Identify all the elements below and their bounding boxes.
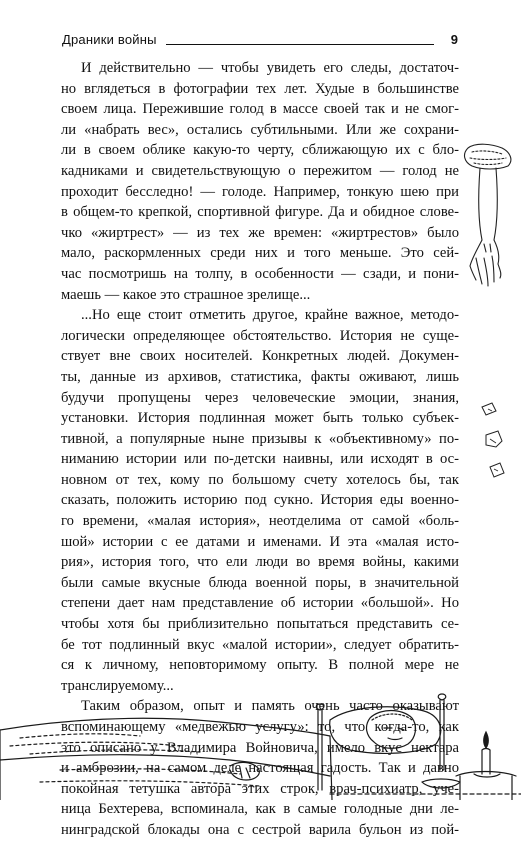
text-line: были самые вкусные блюда военной поры, в значительной bbox=[61, 574, 459, 591]
text-line: мало, раскормленных среди них и того меньше. Это сей- bbox=[61, 245, 459, 262]
text-line: новном от тех, кому по большому счету хотелось бы, так bbox=[61, 471, 459, 488]
text-line: вспоминающему «медвежью услугу»: то, что когда-то, как bbox=[61, 719, 459, 735]
text-line: маешь — какое это страшное зрелище... bbox=[61, 286, 311, 303]
running-title: Драники войны bbox=[62, 32, 157, 47]
header-rule bbox=[166, 44, 434, 45]
text-line: ты, данные из архивов, статистика, факты оживают, лишь bbox=[61, 368, 459, 385]
bed-scene-illustration bbox=[0, 690, 521, 800]
page-number: 9 bbox=[450, 32, 458, 47]
text-line: ся к личному, неповторимому опыту. В полной мере не bbox=[61, 657, 459, 674]
hanging-arm-illustration bbox=[458, 140, 520, 290]
text-line: но вглядеться в фотографии тех лет. Худые в большинстве bbox=[61, 80, 459, 97]
text-line: чтобы хотя бы приблизительно попытаться представить се- bbox=[61, 616, 459, 633]
text-line: Таким образом, опыт и память очень часто оказывают bbox=[81, 698, 459, 715]
text-line: степени дает нам представление об истории «большой». Но bbox=[61, 595, 459, 612]
text-line: ниманию истории или по-детски наивны, или исходят в ос- bbox=[61, 451, 459, 468]
text-line: тивной, а популярные ныне призывы к «объективному» по- bbox=[61, 430, 459, 447]
text-line: И действительно — чтобы увидеть его следы, достаточ- bbox=[81, 60, 459, 76]
text-line: ли в своем облике какую-то черту, сближающую их с бло- bbox=[61, 142, 459, 159]
text-line: и амброзии, на самом деле настоящая гадость. Так и давно bbox=[61, 760, 459, 777]
text-line: кадниками и свидетельствующую о пережитом — голод не bbox=[61, 162, 459, 179]
text-line: транслируемому... bbox=[61, 677, 174, 694]
text-line: бе тот подлинный вкус «малой истории», следует обратить- bbox=[61, 636, 459, 653]
text-line: го времени, «малая история», неотделима от самой «боль- bbox=[61, 513, 459, 530]
text-line: сказать, положить историю под сукно. История еды военно- bbox=[61, 492, 459, 509]
text-line: установки. История подлинная может быть только субъек- bbox=[61, 410, 459, 427]
text-line: рия», история того, что ели люди во время войны, какими bbox=[61, 554, 459, 571]
falling-crumbs-illustration bbox=[470, 395, 520, 495]
text-line: покойная тетушка автора этих строк, врач-психиатр, уче- bbox=[61, 780, 459, 797]
text-line: проходит бесследно! — голоде. Например, тонкую шею при bbox=[61, 183, 459, 200]
text-line: будучи пропущены через человеческие эмоции, знания, bbox=[61, 389, 459, 406]
text-line: в общем-то крепкой, спортивной фигуре. Да и обидное слове- bbox=[61, 204, 459, 221]
text-line: это описано у Владимира Войновича, имело вкус нектара bbox=[61, 739, 459, 756]
text-line: своем лица. Пережившие голод в массе своей так и не смог- bbox=[61, 101, 459, 118]
text-line: ница Бехтерева, вспоминала, как в самые голодные дни ле- bbox=[61, 801, 459, 818]
text-line: ли «набрать вес», остались субтильными. Или же сохрани- bbox=[61, 121, 459, 138]
text-line: ствует вне своих носителей. Конкретных людей. Докумен- bbox=[61, 348, 459, 365]
text-line: ...Но еще стоит отметить другое, крайне важное, методо- bbox=[81, 307, 459, 324]
text-line: логически определяющее обстоятельство. История не суще- bbox=[61, 327, 459, 344]
text-line: нинградской блокады она с сестрой варила бульон из пой- bbox=[61, 821, 459, 838]
running-header bbox=[62, 32, 460, 52]
text-line: чко «жиртрест» — из тех же времен: «жиртрестов» было bbox=[61, 224, 459, 241]
text-line: шой» истории с ее датами и именами. И эта «малая исто- bbox=[61, 533, 459, 550]
text-line: час посмотришь на толпу, в особенности — сзади, и пони- bbox=[61, 265, 459, 282]
